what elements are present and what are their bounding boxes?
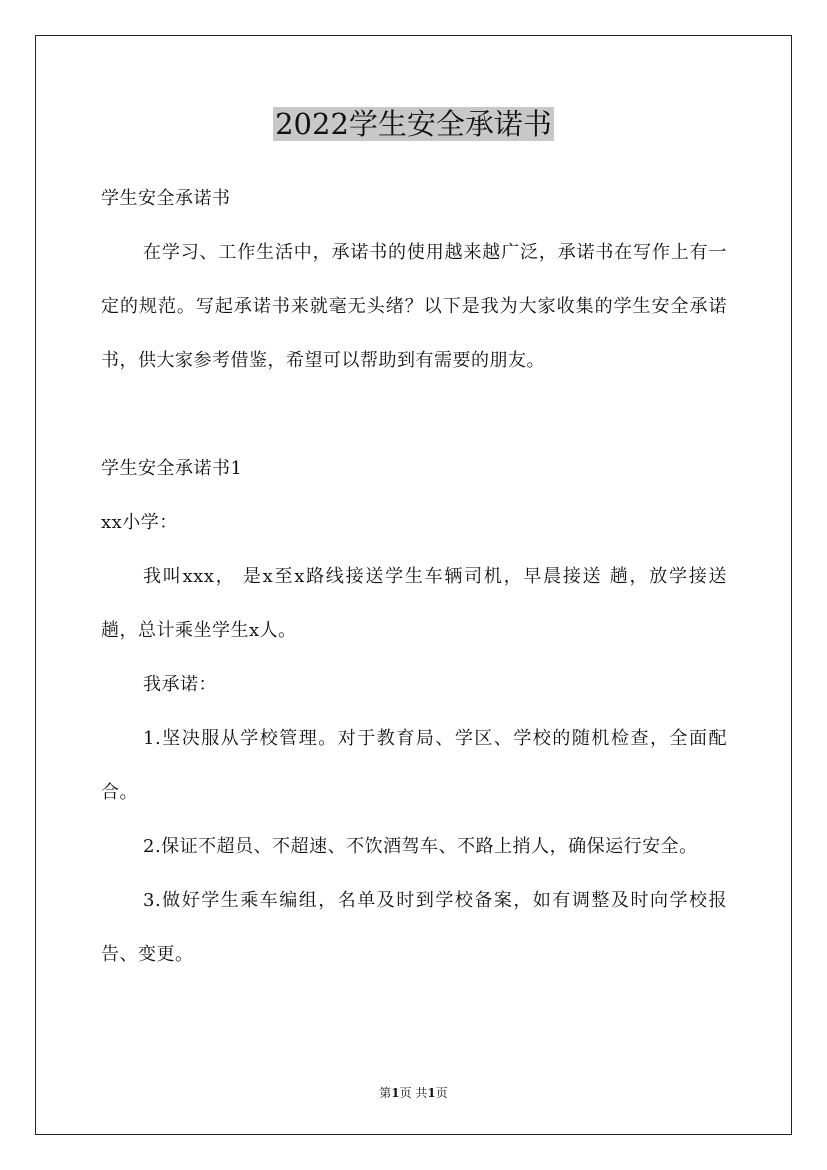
page-mid: 页 共 [399, 1086, 428, 1100]
page-suffix: 页 [435, 1086, 448, 1100]
subtitle: 学生安全承诺书 [101, 188, 231, 209]
blank-line [101, 388, 727, 442]
promise-heading: 我承诺： [143, 674, 217, 695]
document-title [0, 104, 827, 144]
page-footer [0, 1084, 827, 1102]
page-prefix: 第 [379, 1086, 392, 1100]
promise-item-1: 1.坚决服从学校管理。对于教育局、学区、学校的随机检查，全面配合。 [101, 728, 727, 803]
page-total: 1 [427, 1086, 436, 1100]
page-current: 1 [391, 1086, 400, 1100]
promise-item-3: 3.做好学生乘车编组，名单及时到学校备案，如有调整及时向学校报告、变更。 [101, 890, 727, 965]
document-body [101, 172, 727, 982]
intro-paragraph: 在学习、工作生活中，承诺书的使用越来越广泛，承诺书在写作上有一定的规范。写起承诺书来就毫无头绪？以下是我为大家收集的学生安全承诺书，供大家参考借鉴，希望可以帮助到有需要的朋友。 [101, 242, 727, 371]
salutation: xx小学： [101, 512, 178, 533]
promise-item-2: 2.保证不超员、不超速、不饮酒驾车、不路上捎人，确保运行安全。 [143, 836, 698, 857]
title-highlight: 2022学生安全承诺书 [275, 107, 552, 141]
section-title: 学生安全承诺书1 [101, 458, 243, 479]
body-paragraph: 我叫xxx， 是x至x路线接送学生车辆司机，早晨接送 趟，放学接送 趟，总计乘坐学生x人。 [101, 566, 727, 641]
